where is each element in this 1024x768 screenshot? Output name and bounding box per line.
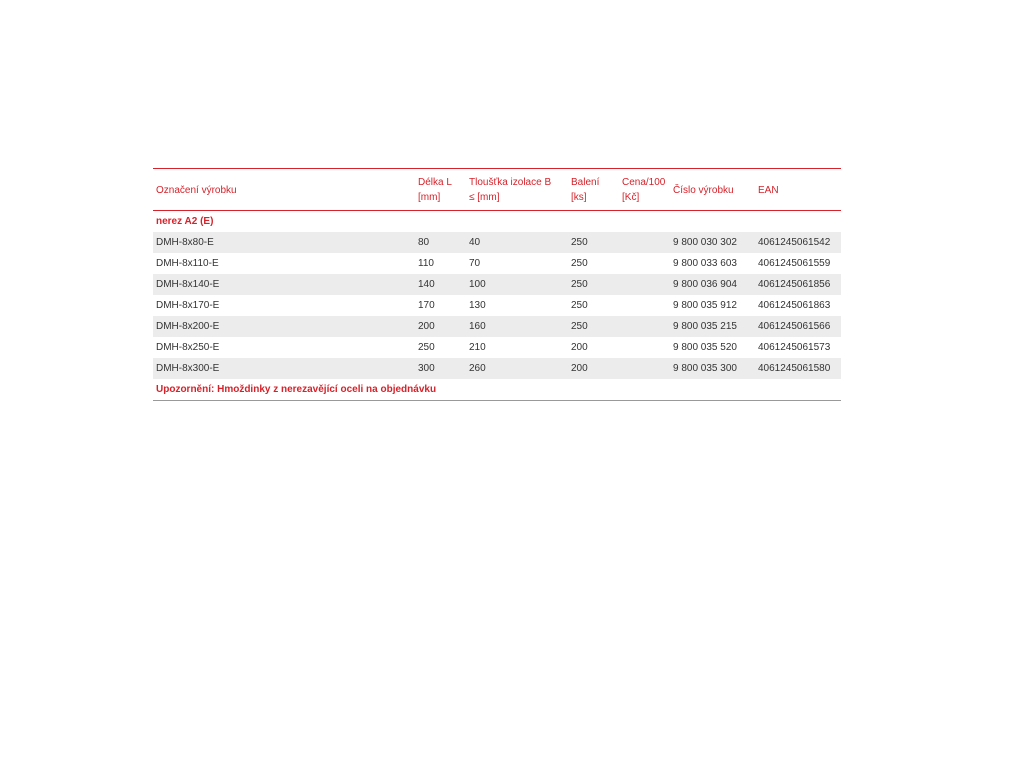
header-product-number	[670, 169, 755, 211]
cell-length: 250	[415, 337, 466, 358]
header-ean	[755, 169, 841, 211]
cell-length: 80	[415, 232, 466, 253]
header-price	[619, 169, 670, 211]
cell-product-number: 9 800 035 300	[670, 358, 755, 379]
cell-product-name: DMH-8x170-E	[153, 295, 415, 316]
header-packaging	[568, 169, 619, 211]
cell-ean: 4061245061856	[755, 274, 841, 295]
cell-product-number: 9 800 035 520	[670, 337, 755, 358]
cell-product-name: DMH-8x300-E	[153, 358, 415, 379]
table-row	[153, 316, 841, 337]
cell-price	[619, 316, 670, 337]
cell-packaging: 250	[568, 253, 619, 274]
group-label: nerez A2 (E)	[153, 211, 841, 233]
cell-product-number: 9 800 033 603	[670, 253, 755, 274]
cell-product-number: 9 800 030 302	[670, 232, 755, 253]
cell-thickness: 70	[466, 253, 568, 274]
cell-product-number: 9 800 036 904	[670, 274, 755, 295]
header-length	[415, 169, 466, 211]
header-packaging-line2: [ks]	[571, 192, 587, 203]
table-row	[153, 358, 841, 379]
cell-length: 110	[415, 253, 466, 274]
cell-price	[619, 295, 670, 316]
cell-packaging: 200	[568, 337, 619, 358]
cell-price	[619, 274, 670, 295]
cell-ean: 4061245061863	[755, 295, 841, 316]
cell-product-name: DMH-8x140-E	[153, 274, 415, 295]
table-row	[153, 232, 841, 253]
cell-thickness: 260	[466, 358, 568, 379]
cell-thickness: 160	[466, 316, 568, 337]
cell-packaging: 250	[568, 232, 619, 253]
cell-packaging: 250	[568, 295, 619, 316]
cell-thickness: 40	[466, 232, 568, 253]
table-row	[153, 337, 841, 358]
cell-price	[619, 253, 670, 274]
table-header-row	[153, 169, 841, 211]
header-price-line1: Cena/100	[622, 177, 666, 188]
cell-packaging: 200	[568, 358, 619, 379]
note-row	[153, 379, 841, 401]
cell-thickness: 100	[466, 274, 568, 295]
cell-product-number: 9 800 035 912	[670, 295, 755, 316]
cell-packaging: 250	[568, 316, 619, 337]
cell-price	[619, 337, 670, 358]
header-product-number-label: Číslo výrobku	[673, 184, 734, 196]
cell-length: 170	[415, 295, 466, 316]
cell-length: 300	[415, 358, 466, 379]
header-product-name	[153, 169, 415, 211]
cell-length: 140	[415, 274, 466, 295]
product-table-container	[153, 168, 841, 401]
cell-price	[619, 232, 670, 253]
header-length-line2: [mm]	[418, 192, 441, 203]
note-text: Upozornění: Hmoždinky z nerezavějící oceli na objednávku	[153, 379, 841, 401]
header-price-line2: [Kč]	[622, 192, 640, 203]
header-thickness-line2: ≤ [mm]	[469, 192, 500, 203]
cell-ean: 4061245061580	[755, 358, 841, 379]
cell-ean: 4061245061559	[755, 253, 841, 274]
cell-product-name: DMH-8x80-E	[153, 232, 415, 253]
cell-product-name: DMH-8x200-E	[153, 316, 415, 337]
cell-product-number: 9 800 035 215	[670, 316, 755, 337]
cell-price	[619, 358, 670, 379]
cell-ean: 4061245061542	[755, 232, 841, 253]
cell-length: 200	[415, 316, 466, 337]
header-thickness-line1: Tloušťka izolace B	[469, 177, 552, 188]
header-thickness	[466, 169, 568, 211]
header-ean-label: EAN	[758, 184, 779, 196]
cell-thickness: 130	[466, 295, 568, 316]
cell-packaging: 250	[568, 274, 619, 295]
table-row	[153, 295, 841, 316]
table-row	[153, 274, 841, 295]
product-table	[153, 168, 841, 401]
table-row	[153, 253, 841, 274]
header-product-name-label: Označení výrobku	[156, 184, 237, 196]
cell-product-name: DMH-8x110-E	[153, 253, 415, 274]
header-length-line1: Délka L	[418, 177, 452, 188]
cell-ean: 4061245061573	[755, 337, 841, 358]
cell-thickness: 210	[466, 337, 568, 358]
group-row	[153, 211, 841, 233]
cell-ean: 4061245061566	[755, 316, 841, 337]
header-packaging-line1: Balení	[571, 177, 600, 188]
cell-product-name: DMH-8x250-E	[153, 337, 415, 358]
